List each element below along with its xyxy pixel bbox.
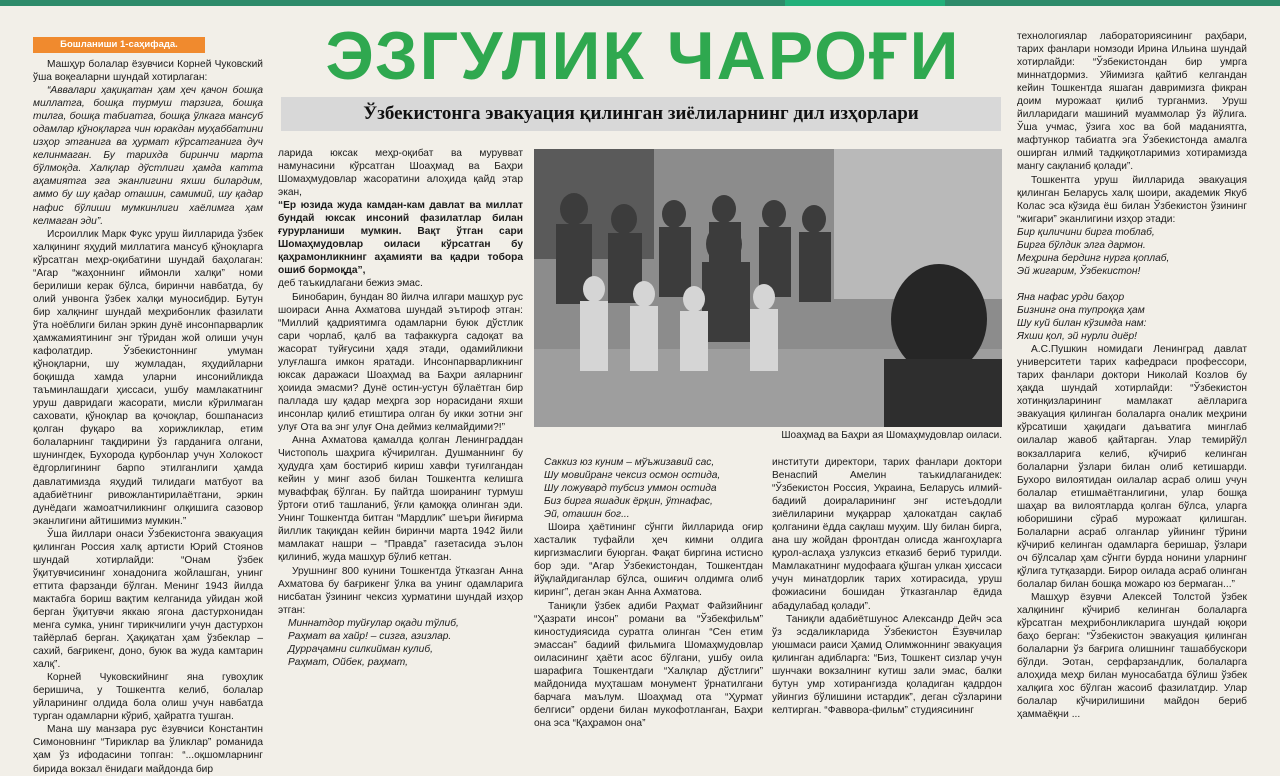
poem-line: Шу ложувард тубсиз уммон остида [544, 483, 717, 495]
paragraph: Урушнинг 800 кунини Тошкентда ўтказган Анна Ахматова бу бағрикенг ўлка ва унинг одамларига нисбатан ўзининг чексиз ҳурматини шундай изҳор этган: [278, 565, 523, 616]
paragraph: Бир қиличини бирга тоблаб, [1017, 226, 1155, 238]
poem-line: Раҳмат, Ойбек, раҳмат, [288, 656, 408, 668]
paragraph: технологиялар лабораториясининг раҳбари, тарих фанлари номзоди Ирина Ильина шундай хотирлайди: “Ўзбекистондан бир умрга миннатдормиз. Уйимизга қайтиб келгандан кейин Тошкентда яшаган давримизга фикран доим мурожаат қилиб турганмиз. Уруш йилларидаги машиний муаммолар ўз йўлига. Ўша учмас, ўзига хос ва бой маданиятга, мафтункор табиатга эга Ўзбекистонда амалга оширган илмий тадқиқотларимиз хотирамизда мангу сақланиб қолади”. [1017, 31, 1247, 173]
paragraph: Бинобарин, бундан 80 йилча илгари машҳур рус шоираси Анна Ахматова шундай эътироф этган: “Миллий қадриятимга одамларни буюк дўстлик сари чорлаб, қалб ва тафаккурга садоқат ва жасорат туйғусини ҳадя этади, одамийликни улуғлашга имкон яратади. Инсонпарварликнинг юксак даражаси Шоаҳмад ва Баҳри аяларнинг ҳоиида эмасми? Дунё остин-устун бўлаётган бир паллада шу қадар меҳрга зор норасидани яхши инсонлар қилиб етиштира олган бу икки зотни энг улуғ Ота ва энг улуғ Она деймиз келмайдими?!” [278, 291, 523, 433]
column-4 [772, 456, 1002, 725]
paragraph: Бизнинг она тупроққа ҳам [1017, 304, 1145, 316]
subheadline: Ўзбекистонга эвакуация қилинган зиёлиларнинг дил изҳорлари [281, 97, 1001, 131]
paragraph: Ўша йиллари онаси Ўзбекистонга эвакуация қилинган Россия халқ артисти Юрий Стоянов шундай хотирлайди: “Онам ўзбек ўқитувчисининг хонадонига жойлашган, унинг еттита фарзанди бўлган. Менинг 1943 йилда мактабга бориш вақтим келганида уйидан жой берган ўқитувчи яккаю ягона дастурхонидан менга сумка, унинг тирикчилиги учун дастурхон тайёрлаб берган. Ҳақиқатан ҳам ўзбеклар – сахий, бағрикенг, доно, буюк ва жуда камтарин халқ”. [33, 528, 263, 671]
poem-line: Раҳмат ва хайр! – сизга, азизлар. [288, 630, 452, 642]
family-photo [534, 149, 1002, 427]
paragraph: Мана шу манзара рус ёзувчиси Константин Симоновнинг “Тириклар ва ўликлар” романида ҳам ўз ифодасини топган: “...оқшомларнинг бирида вокзал ёнидаги майдонда бир [33, 724, 263, 775]
paragraph: Шу куй билан кўзимда нам: [1017, 318, 1147, 330]
paragraph: Яхши қол, эй нурли диёр! [1017, 331, 1137, 343]
paragraph: “Ер юзида жуда камдан-кам давлат ва миллат бундай юксак инсоний фазилатлар билан ғурурланиши мумкин. Вақт ўтган сари Шомаҳмудовлар оиласи кўрсатган бу қаҳрамонликнинг аҳамияти ва қадри тобора ошиб бормоқда”, [278, 200, 523, 277]
paragraph: Бирга бўлдик элга дармон. [1017, 239, 1146, 251]
poem-line: Биз бирга яшадик ёрқин, ўтнафас, [544, 496, 713, 508]
column-3 [534, 456, 763, 729]
paragraph: Машҳур ёзувчи Алексей Толстой ўзбек халқининг кўчириб келинган болаларга кўрсатган меҳрибонликларига шундай юқори баҳо берган: “Ўзбекистон эвакуация қилинган болаларни ўз бағрига олишнинг ташаббускори бўлди. Эотан, серфарзандлик, болаларга алоҳида меҳр билан муносабатда бўлиш ўзбек халқига хос бўлган жасоиб фазилатдир. Улар болалар кўчирилишини майдон бериб ҳаммаёқни ... [1017, 592, 1247, 721]
ahmatova-poem [278, 617, 523, 669]
paragraph: Тошкентга уруш йилларида эвакуация қилинган Беларусь халқ шоири, академик Якуб Колас эса кўзида ёш билан Ўзбекистон ўзининг “жигари” эканлигини изҳор этади: [1017, 174, 1247, 225]
column-5 [1017, 30, 1247, 725]
top-color-band [0, 0, 1280, 6]
paragraph: деб таъкидлагани бежиз эмас. [278, 278, 423, 290]
paragraph: Эй жигарим, Ўзбекистон! [1017, 265, 1141, 277]
headline: ЭЗГУЛИК ЧАРОҒИ [325, 18, 961, 94]
paragraph: Исроиллик Марк Фукс уруш йилларида ўзбек халқининг яҳудий миллатига мансуб қўноқларга кўрсатган меҳр-оқибатини шундай баҳолаган: “Агар “жаҳоннинг иймонли халқи” номи берилиши керак бўлса, биринчи навбатда, бу олий унвонга ўзбек халқи муносибдир. Бутун бир халқнинг шундай меҳрибонлик фазилати ўта ноёблиги билан эркин дунё инсонпарварлик ҳамжамиятининг энг тўридан жой олиши учун кафолатдир. Ўзбекистоннинг умуман қўноқларни, шу жумладан, яҳудийларни боқишда хамда уларни инсонийликда таъминлашдаги ҳиссаси, ушбу мамлакатнинг уруш давридаги жасорати, мисли кўрилмаган саховати, қўноқлар ва қочоқлар, бошпанасиз қолган фуқаро ва хорижликлар, етим болаларнинг тақдирини ўз гарданига олгани, шунингдек, Бухорода қурбонлар учун Холокост ёдгорлигининг барпо этилганлиги ҳамда давлатимизда яҳудий тилидаги матбуот ва адабиётнинг ривожлантирилаётгани, эркин дунёдаги жамоатчиликнинг олқишига сазовор эканлигини айтишимиз мумкин.” [33, 228, 263, 527]
paragraph [1017, 278, 1247, 291]
poem-line: Дурраҷамни силкийман кулиб, [288, 643, 433, 655]
poem-line: Эй, оташин бог... [544, 509, 630, 521]
paragraph: Корней Чуковскийнинг яна гувоҳлик беришича, у Тошкентга келиб, болалар уйларининг олдида бола олиш учун навбатда турган одамларни кўриб, ҳайратга тушган. [33, 672, 263, 723]
photo-caption: Шоаҳмад ва Баҳри ая Шомаҳмудовлар оиласи. [781, 430, 1002, 441]
poem-line: Саккиз юз куним – мўъжизавий сас, [544, 457, 715, 468]
paragraph: Таниқли ўзбек адиби Раҳмат Файзийнинг “Ҳазрати инсон” романи ва “Ўзбекфильм” киностудиясида суратга олинган “Сен етим эмассан” бадиий фильмига Шомаҳмудовлар оиласининг ҳаёти асос бўлгани, ушбу оила шарафига Тошкентдаги “Халқлар дўстлиги” майдонида муҳташам монумент ўрнатилгани барчага маълум. Шоаҳмад ота “Ҳурмат белгиси” ордени билан мукофотланган, Баҳри она эса “Қаҳрамон она” [534, 600, 763, 729]
column-2 [278, 147, 523, 725]
family-photo-image [534, 149, 1002, 427]
paragraph: Машҳур болалар ёзувчиси Корней Чуковский ўша воқеаларни шундай хотирлаган: [33, 59, 263, 84]
paragraph: “Аввалари ҳақиқатан ҳам ҳеч қачон бошқа миллатга, бошқа турмуш тарзига, бошқа тилга, бошқа табиатга, бошқа ўлкага мансуб одамлар қўноқларга чин юракдан муҳаббатини изҳор этганига ва ҳурмат кўрсатганига дуч келинмаган. Бу тарихда биринчи марта бўлмоқда. Халқлар дўстлиги ҳамда катта аҳамиятга эга эканлигини яхши билардим, аммо бу шу қадар оташин, самимий, шу қадар нафис бўлиши мумкинлиги хаёлимга ҳам келмаган эди”. [33, 85, 263, 227]
continuation-badge: Бошланиши 1-саҳифада. [33, 37, 205, 53]
poem-line: Миннатдор туйғулар оқади тўлиб, [288, 617, 459, 629]
paragraph: Меҳрина бердинг нурга қоплаб, [1017, 252, 1170, 264]
paragraph: Анна Ахматова қамалда қолган Ленинграддан Чистополь шаҳрига кўчирилган. Душманнинг бу ҳудудга ҳам бостириб кириш хавфи туғилгандан кейин у минг азоб билан Тошкентга келишга муваффақ бўлган. Бу пайтда шоиранинг турмуш ўртоғи отиб ташланиб, ўғли қамоққа олинган эди. Унинг Тошкентда битган “Мардлик” шеъри йиғирма йиллик тақиқдан кейин биринчи марта 1942 йили мамлакат нашри – “Правда” газетасида эълон қилиниб, жуда машҳур бўлиб кетган. [278, 435, 523, 564]
paragraph: А.С.Пушкин номидаги Ленинград давлат университети тарих кафедраси профессори, тарих фанлари доктори Николай Козлов бу ҳақда шундай хотирлайди: “Ўзбекистон хотинқизларининг мамлакат аёлларига эвакуация қилинган болаларга оналик меҳрини кўрсатиши ҳақидаги даъватига минглаб оилалар жавоб қайтарган. Улар темирйўл вокзалларига келиб, кўчириб келинган болаларни ўзлари билан олиб кетишарди. Бухоро вилоятидан оилалар асраб олиш учун болалар етишмаётганлигини, улар бошқа шаҳар ва вилоятларда қолган бўлса, уларга юборишини сўраб мурожаат қилишган. Болаларни асраб олганлар уйининг тўрини кўчириб келинган одамларга беришар, ўзлари оч бўлсалар ҳам сўнгги бурда нонини уларнинг қўлига тутқазарди. Бирор оилада асраб олинган болалар билан бошқа можаро юз бермаган...” [1017, 344, 1247, 590]
poem-line: Шу мовийранг чексиз осмон остида, [544, 470, 721, 482]
paragraph: Яна нафас урди баҳор [1017, 291, 1125, 303]
paragraph: институти директори, тарих фанлари доктори Венаспий Амелин таъкидлаганидек: “Ўзбекистон Россия, Украина, Беларусь илмий-бадиий доираларининг энг истеъдодли зиёлиларини муқаррар ҳалокатдан сақлаб қолганини ёдда сақлаш муҳим. Шу билан бирга, ана шу жойдан фронтдан олисда жангоҳларга қурол-аслаҳа узлуксиз етказиб бериб турилди. Мамлакатнинг мудофаага қўшган улкан ҳиссаси учун минатдорлик тарих хотирасида, уруш фожиасини бошидан ўтказганлар ёдида абадулабад қолади”. [772, 457, 1002, 612]
paragraph: Таниқли адабиётшунос Александр Дейч эса ўз эсдаликларида Ўзбекистон Ёзувчилар уюшмаси раиси Ҳамид Олимжоннинг эвакуация қилинган адибларга: “Биз, Тошкент сизлар учун шунчаки вокзалнинг кутиш зали эмас, балки бутун умр хотирангизда қоладиган қадрдон уйингиз бўлишини истардик”, деган сўзларини келтирган. “Фаввора-фильм” студиясининг [772, 613, 1002, 716]
column-1 [33, 58, 263, 775]
paragraph: Шоира ҳаётининг сўнгги йилларида оғир хасталик туфайли ҳеч кимни олдига киргизмаслиги буюрган. Фақат биргина истисно бор эди. “Агар Ўзбекистондан, Тошкентдан йўқлайдиганлар бўлса, ошиғич олдимга олиб киринг”, деган экан Анна Ахматова. [534, 522, 763, 599]
ahmatova-poem-continued [534, 456, 763, 521]
paragraph: ларида юксак меҳр-оқибат ва мурувват намунасини кўрсатган Шоаҳмад ва Баҳри Шомаҳмудовлар жасоратини алоҳида қайд этар экан, [278, 148, 523, 199]
